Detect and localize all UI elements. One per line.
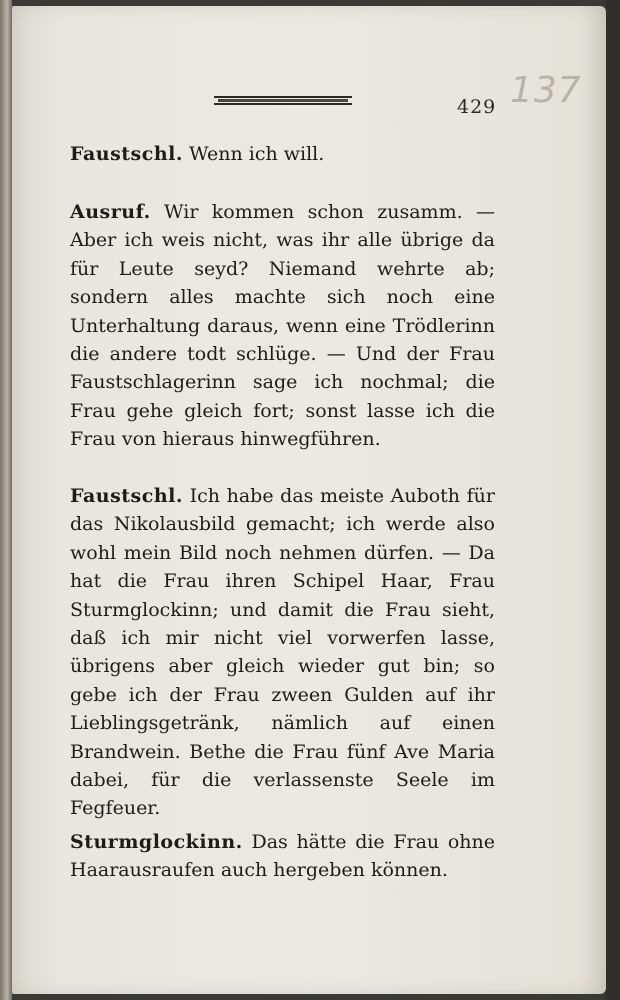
paragraph — [70, 198, 495, 454]
speaker-name: Faustschl. — [70, 485, 183, 507]
paragraph-text: Wenn ich will. — [189, 143, 325, 165]
pencil-annotation: 137 — [510, 70, 582, 111]
paragraph — [70, 140, 495, 168]
paragraph — [70, 828, 495, 885]
speaker-name: Ausruf. — [70, 201, 151, 223]
header-ornament-rule — [214, 96, 352, 105]
paragraph — [70, 482, 495, 823]
speaker-name: Faustschl. — [70, 143, 183, 165]
paragraph-text: Wir kommen schon zusamm. — Aber ich weis nicht, was ihr alle übrige da für Leute seyd? Niemand wehrte ab; sondern alles machte sich noch eine Unterhaltung daraus, wenn eine Trödlerinn die andere todt schlüge. — Und der Frau Faustschlagerinn sage ich nochmal; die Frau gehe gleich fort; sonst lasse ich die Frau von hieraus hinwegführen. — [70, 201, 495, 451]
paragraph-text: Das hätte die Frau ohne Haarausraufen auch hergeben können. — [70, 831, 495, 882]
speaker-name: Sturmglockinn. — [70, 831, 243, 853]
facing-page-edge — [0, 0, 12, 1000]
scan-background-edge — [606, 0, 620, 1000]
paragraph-text: Ich habe das meiste Auboth für das Nikolausbild gemacht; ich werde also wohl mein Bild noch nehmen dürfen. — Da hat die Frau ihren Schipel Haar, Frau Sturmglockinn; und damit die Frau sieht, daß ich mir nicht viel vorwerfen lasse, übrigens aber gleich wieder gut bin; so gebe ich der Frau zween Gulden auf ihr Lieblingsgetränk, nämlich auf einen Brandwein. Bethe die Frau fünf Ave Maria dabei, für die verlassenste Seele im Fegfeuer. — [70, 485, 496, 820]
page-number: 429 — [457, 96, 497, 118]
